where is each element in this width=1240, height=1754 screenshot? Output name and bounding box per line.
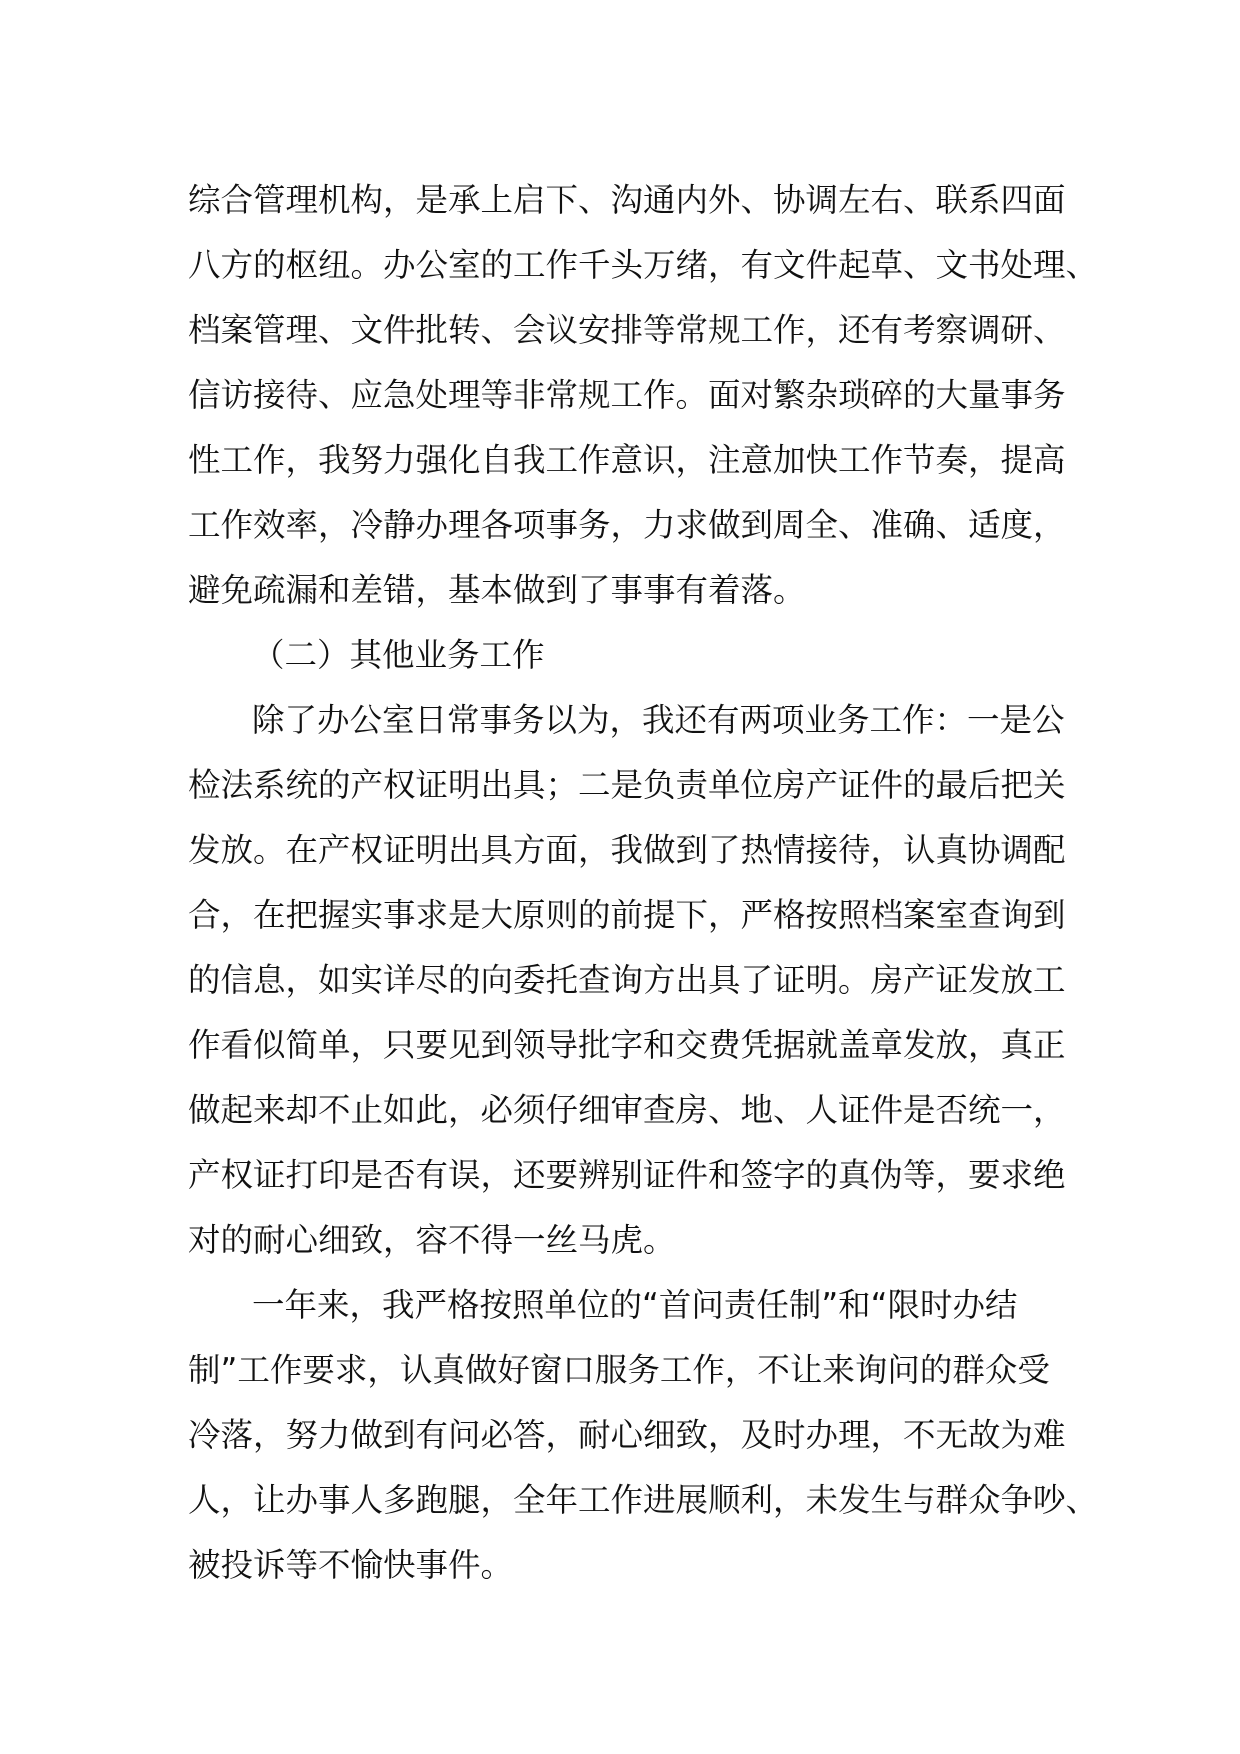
text-line: 制”工作要求，认真做好窗口服务工作，不让来询问的群众受 [188,1351,1050,1389]
text-line: 性工作，我努力强化自我工作意识，注意加快工作节奏，提高 [188,441,1066,479]
text-line: 避免疏漏和差错，基本做到了事事有着落。 [188,571,806,609]
text-line: 工作效率，冷静办理各项事务，力求做到周全、准确、适度， [188,506,1066,544]
paragraph-first-line: 除了办公室日常事务以为，我还有两项业务工作：一是公 [252,701,1065,739]
text-line: 的信息，如实详尽的向委托查询方出具了证明。房产证发放工 [188,961,1066,999]
text-line: 发放。在产权证明出具方面，我做到了热情接待，认真协调配 [188,831,1066,869]
text-line: 做起来却不止如此，必须仔细审查房、地、人证件是否统一， [188,1091,1066,1129]
text-line: 检法系统的产权证明出具；二是负责单位房产证件的最后把关 [188,766,1066,804]
text-line: 八方的枢纽。办公室的工作千头万绪，有文件起草、文书处理、 [188,246,1099,284]
document-body [188,168,1099,1598]
text-line: 信访接待、应急处理等非常规工作。面对繁杂琐碎的大量事务 [188,376,1066,414]
text-line: 冷落，努力做到有问必答，耐心细致，及时办理，不无故为难 [188,1416,1066,1454]
text-line: 合，在把握实事求是大原则的前提下，严格按照档案室查询到 [188,896,1066,934]
section-heading: （二）其他业务工作 [252,636,545,674]
text-line: 产权证打印是否有误，还要辨别证件和签字的真伪等，要求绝 [188,1156,1066,1194]
text-line: 人，让办事人多跑腿，全年工作进展顺利，未发生与群众争吵、 [188,1481,1099,1519]
text-line: 作看似简单，只要见到领导批字和交费凭据就盖章发放，真正 [188,1026,1066,1064]
text-line: 对的耐心细致，容不得一丝马虎。 [188,1221,676,1259]
text-line: 被投诉等不愉快事件。 [188,1546,514,1584]
text-line: 综合管理机构，是承上启下、沟通内外、协调左右、联系四面 [188,181,1066,219]
text-line: 档案管理、文件批转、会议安排等常规工作，还有考察调研、 [188,311,1066,349]
paragraph-first-line: 一年来，我严格按照单位的“首问责任制”和“限时办结 [252,1286,1018,1324]
